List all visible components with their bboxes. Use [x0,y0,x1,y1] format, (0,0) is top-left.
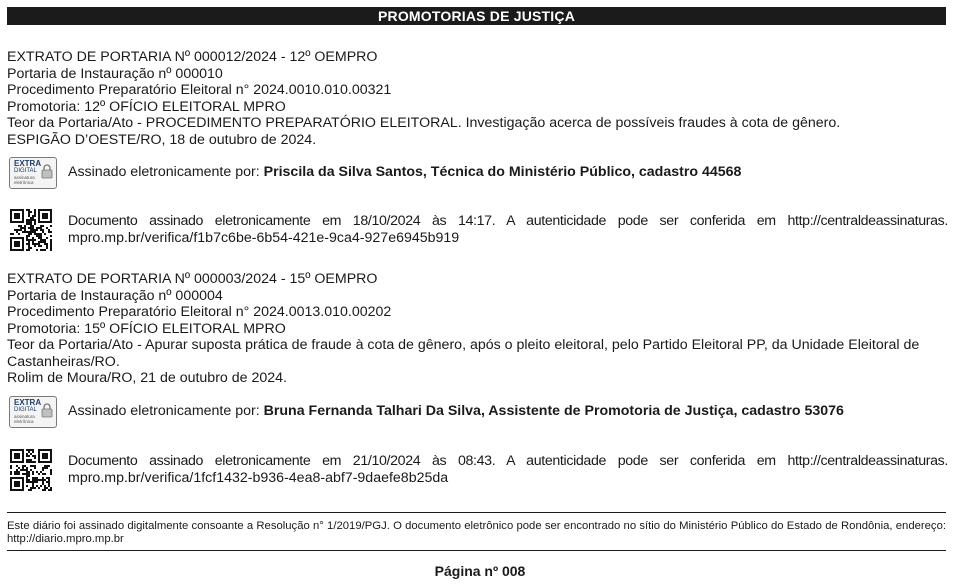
signature-row-2 [7,396,947,430]
verification-text: Documento assinado eletronicamente em 21/10/2024 às 08:43. A autenticidade pode ser conferida em http://centraldeassinaturas. mpro.mp.br/verifica/1fcf1432-b936-4ea8-abf7-9daefe8b25da [68,453,948,486]
extract-title: EXTRATO DE PORTARIA Nº 000012/2024 - 12º OEMPRO [7,49,378,65]
signature-text: Assinado eletronicamente por: Priscila da Silva Santos, Técnica do Ministério Público, cadastro 44568 [68,164,742,180]
signer-name: Priscila da Silva Santos, Técnica do Ministério Público, cadastro 44568 [263,164,742,180]
signature-text: Assinado eletronicamente por: Bruna Fernanda Talhari Da Silva, Assistente de Promotoria de Justiça, cadastro 53076 [68,403,844,419]
procedimento-number: Procedimento Preparatório Eleitoral n° 2024.0010.010.00321 [7,82,392,98]
lock-icon [41,403,53,418]
portaria-number: Portaria de Instauração nº 000010 [7,65,223,82]
teor: Teor da Portaria/Ato - Apurar suposta prática de fraude à cota de gênero, após o pleito eleitoral, pelo Partido Eleitoral PP, da Unidade Eleitoral de Castanheiras/RO. [7,337,920,370]
verification-text: Documento assinado eletronicamente em 18/10/2024 às 14:17. A autenticidade pode ser conferida em http://centraldeassinaturas. mpro.mp.br/verifica/f1b7c6be-6b54-421e-9ca4-927e6945b919 [68,213,948,246]
verification-row-1 [7,209,947,253]
local-data: ESPIGÃO D’OESTE/RO, 18 de outubro de 2024. [7,131,317,148]
page-divider [7,550,946,551]
verification-row-2 [7,449,947,493]
portaria-extract-1 [7,49,947,148]
signature-row-1 [7,157,947,191]
footer-note: Este diário foi assinado digitalmente consoante a Resolução n° 1/2019/PGJ. O documento eletrônico pode ser encontrado no sítio do Ministério Público do Estado de Rondônia, endereço: http://diario.mpro.mp.br [7,520,946,545]
portaria-number: Portaria de Instauração nº 000004 [7,287,223,304]
qr-code-icon[interactable] [10,449,52,491]
digital-signature-badge-icon: EXTRA DIGITAL assinatura eletrônica [9,396,57,428]
verification-link[interactable]: mpro.mp.br/verifica/1fcf1432-b936-4ea8-abf7-9daefe8b25da [68,470,449,486]
signer-name: Bruna Fernanda Talhari Da Silva, Assistente de Promotoria de Justiça, cadastro 53076 [263,403,844,419]
verification-link[interactable]: mpro.mp.br/verifica/f1b7c6be-6b54-421e-9ca4-927e6945b919 [68,230,460,246]
section-title: PROMOTORIAS DE JUSTIÇA [7,7,946,25]
portaria-extract-2 [7,271,947,387]
page-number: Página nº 008 [434,563,526,579]
footer-divider [7,512,946,513]
local-data: Rolim de Moura/RO, 21 de outubro de 2024. [7,370,287,386]
promotoria: Promotoria: 15º OFÍCIO ELEITORAL MPRO [7,320,286,337]
procedimento-number: Procedimento Preparatório Eleitoral n° 2024.0013.010.00202 [7,304,392,320]
lock-icon [41,164,53,179]
extract-title: EXTRATO DE PORTARIA Nº 000003/2024 - 15º OEMPRO [7,271,378,287]
digital-signature-badge-icon: EXTRA DIGITAL assinatura eletrônica [9,157,57,189]
teor: Teor da Portaria/Ato - PROCEDIMENTO PREPARATÓRIO ELEITORAL. Investigação acerca de possíveis fraudes à cota de gênero. [7,115,841,131]
qr-code-icon[interactable] [10,209,52,251]
promotoria: Promotoria: 12º OFÍCIO ELEITORAL MPRO [7,98,286,115]
